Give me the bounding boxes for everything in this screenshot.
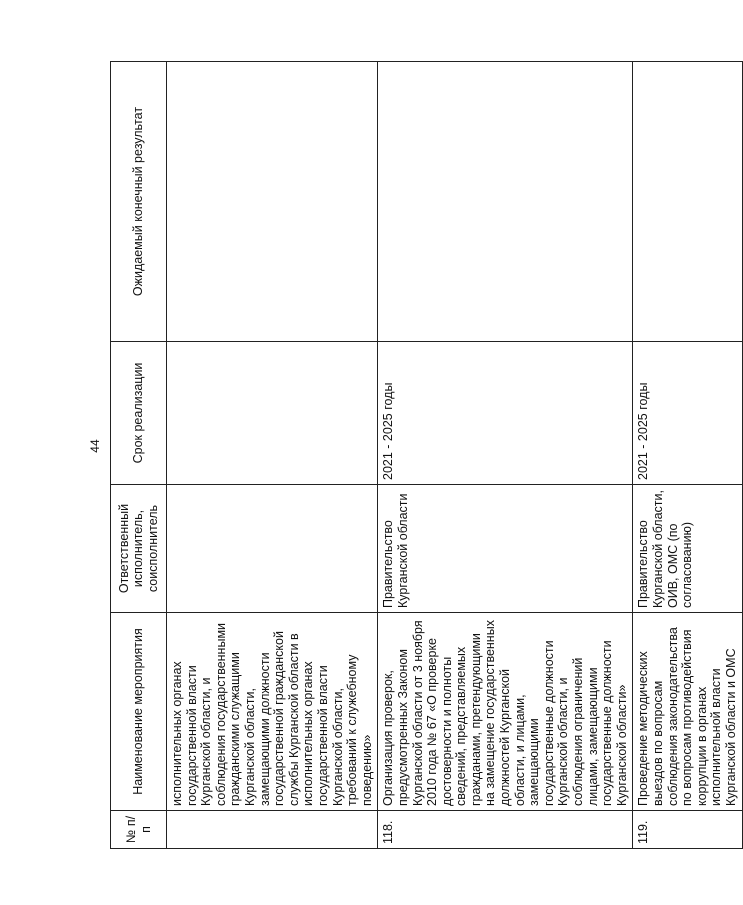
cell-num: 119. (633, 811, 742, 849)
rotated-page-content (110, 62, 738, 849)
cell-term: 2021 - 2025 годы (633, 342, 742, 485)
cell-responsible: Правительство Курганской области (378, 485, 633, 613)
table-row (378, 62, 633, 849)
cell-num: 118. (378, 811, 633, 849)
page-number: 44 (88, 439, 102, 453)
cell-responsible: Правительство Курганской области, ОИВ, ОМС (по согласованию) (633, 485, 742, 613)
cell-result (633, 62, 742, 342)
table-header-row (111, 62, 167, 849)
header-responsible: Ответственный исполнитель, соисполнитель (111, 485, 167, 613)
header-result: Ожидаемый конечный результат (111, 62, 167, 342)
measures-table (110, 61, 743, 849)
cell-term (167, 342, 378, 485)
cell-term: 2021 - 2025 годы (378, 342, 633, 485)
table-row (633, 62, 742, 849)
cell-name: Организация проверок, предусмотренных Законом Курганской области от 3 ноября 2010 года № 67 «О проверке достоверности и полноты сведений, представляемых гражданами, претендующими на замещение государственных должностей Курганской области, и лицами, замещающими государственные должности Курганской области, и соблюдения ограничений лицами, замещающими государственные должности Курганской области» (378, 613, 633, 811)
cell-name: Проведение методических выездов по вопросам соблюдения законодательства по вопросам противодействия коррупции в органах исполнительной власти Курганской области и ОМС (633, 613, 742, 811)
cell-num (167, 811, 378, 849)
header-name: Наименование мероприятия (111, 613, 167, 811)
cell-result (378, 62, 633, 342)
table-row (167, 62, 378, 849)
cell-name: исполнительных органах государственной власти Курганской области, и соблюдения государственными гражданскими служащими Курганской области, замещающими должности государственной гражданской службы Курганской области в исполнительных органах государственной власти Курганской области, требований к служебному поведению» (167, 613, 378, 811)
cell-result (167, 62, 378, 342)
cell-responsible (167, 485, 378, 613)
header-num: № п/п (111, 811, 167, 849)
header-term: Срок реализации (111, 342, 167, 485)
